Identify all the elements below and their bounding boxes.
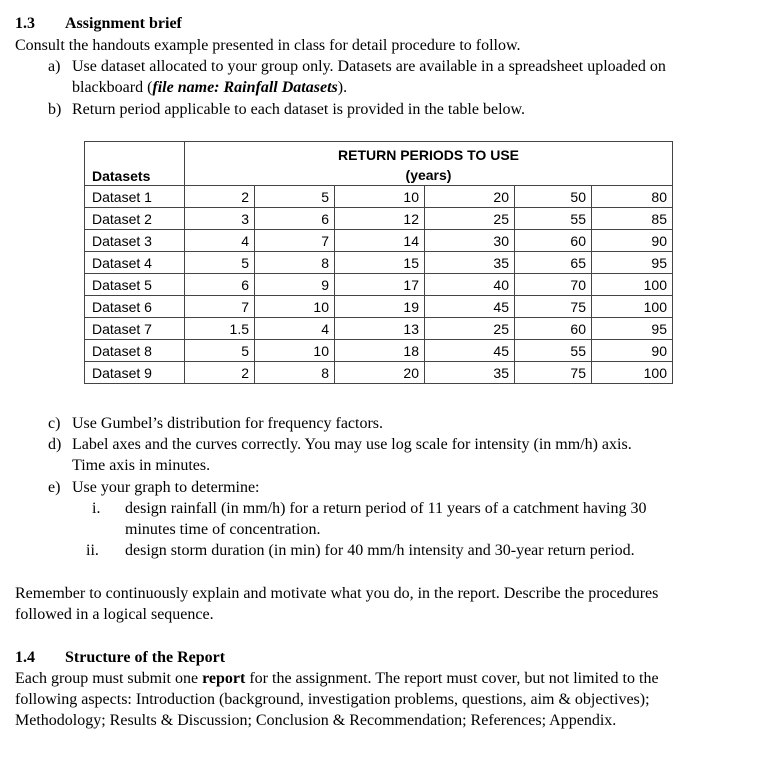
return-period-cell: 85 <box>592 208 673 230</box>
return-period-cell: 95 <box>592 252 673 274</box>
table-row <box>85 252 673 274</box>
item-a-line2 <box>72 78 347 98</box>
return-period-cell: 19 <box>335 296 425 318</box>
return-period-cell: 2 <box>185 186 255 208</box>
return-period-cell: 60 <box>515 318 592 340</box>
item-e-i-line1: design rainfall (in mm/h) for a return period of 11 years of a catchment having 30 <box>125 500 647 517</box>
return-period-cell: 15 <box>335 252 425 274</box>
dataset-name-cell: Dataset 1 <box>85 186 185 208</box>
item-a-line1: Use dataset allocated to your group only. Datasets are available in a spreadsheet uploaded on <box>72 58 666 75</box>
return-period-cell: 20 <box>425 186 515 208</box>
item-e-i-marker: i. <box>92 500 101 517</box>
return-period-cell: 55 <box>515 340 592 362</box>
return-period-cell: 7 <box>255 230 335 252</box>
section-1-3-heading <box>15 14 182 34</box>
item-e-ii-marker: ii. <box>86 542 99 559</box>
header-title: RETURN PERIODS TO USE <box>338 147 519 163</box>
return-period-cell: 8 <box>255 362 335 384</box>
file-name: file name: Rainfall Datasets <box>152 79 338 96</box>
section-1-4-line1 <box>15 669 659 689</box>
return-period-cell: 45 <box>425 340 515 362</box>
dataset-name-cell: Dataset 5 <box>85 274 185 296</box>
item-d-marker: d) <box>48 436 62 453</box>
return-period-cell: 80 <box>592 186 673 208</box>
dataset-name-cell: Dataset 9 <box>85 362 185 384</box>
table-row <box>85 274 673 296</box>
return-period-cell: 12 <box>335 208 425 230</box>
table-row <box>85 230 673 252</box>
return-period-cell: 1.5 <box>185 318 255 340</box>
return-period-cell: 65 <box>515 252 592 274</box>
return-period-cell: 55 <box>515 208 592 230</box>
reminder-line2: followed in a logical sequence. <box>15 606 214 623</box>
section-1-4-line2: following aspects: Introduction (background, investigation problems, questions, aim & objectives); <box>15 691 650 708</box>
header-datasets: Datasets <box>85 142 185 186</box>
item-a-line2-post: ). <box>337 79 348 96</box>
section-number: 1.3 <box>15 15 35 32</box>
return-period-cell: 95 <box>592 318 673 340</box>
return-period-cell: 2 <box>185 362 255 384</box>
return-period-cell: 13 <box>335 318 425 340</box>
return-period-cell: 90 <box>592 230 673 252</box>
item-a-line2-pre: blackboard ( <box>72 79 153 96</box>
item-b-marker: b) <box>48 101 62 118</box>
dataset-name-cell: Dataset 8 <box>85 340 185 362</box>
return-period-cell: 3 <box>185 208 255 230</box>
item-e-i-line2: minutes time of concentration. <box>125 521 321 538</box>
item-c-marker: c) <box>48 415 61 432</box>
item-c-text: Use Gumbel’s distribution for frequency factors. <box>72 415 384 432</box>
table-row <box>85 362 673 384</box>
return-period-cell: 10 <box>255 296 335 318</box>
return-period-cell: 4 <box>185 230 255 252</box>
return-period-cell: 8 <box>255 252 335 274</box>
return-period-cell: 70 <box>515 274 592 296</box>
section-title: Assignment brief <box>65 15 182 32</box>
return-period-cell: 35 <box>425 362 515 384</box>
return-period-cell: 20 <box>335 362 425 384</box>
return-period-cell: 18 <box>335 340 425 362</box>
line1-pre: Each group must submit one <box>15 670 203 687</box>
item-d-line1: Label axes and the curves correctly. You may use log scale for intensity (in mm/h) axis. <box>72 436 632 453</box>
report-word: report <box>202 670 246 687</box>
return-period-cell: 10 <box>255 340 335 362</box>
section-1-4-heading <box>15 648 225 668</box>
return-period-cell: 60 <box>515 230 592 252</box>
return-period-cell: 30 <box>425 230 515 252</box>
return-period-cell: 50 <box>515 186 592 208</box>
table-row <box>85 318 673 340</box>
return-period-cell: 25 <box>425 318 515 340</box>
table-row <box>85 208 673 230</box>
item-e-marker: e) <box>48 479 61 496</box>
section-1-4-line3: Methodology; Results & Discussion; Conclusion & Recommendation; References; Appendix. <box>15 712 617 729</box>
table-row <box>85 340 673 362</box>
return-period-cell: 75 <box>515 362 592 384</box>
header-units: (years) <box>405 167 452 183</box>
return-period-cell: 45 <box>425 296 515 318</box>
section-number: 1.4 <box>15 649 35 666</box>
item-e-ii-text: design storm duration (in min) for 40 mm/h intensity and 30-year return period. <box>125 542 635 559</box>
return-period-cell: 6 <box>185 274 255 296</box>
header-return-periods <box>185 142 673 186</box>
item-d-line2: Time axis in minutes. <box>72 457 211 474</box>
return-period-cell: 100 <box>592 274 673 296</box>
dataset-name-cell: Dataset 6 <box>85 296 185 318</box>
return-period-cell: 25 <box>425 208 515 230</box>
section-title: Structure of the Report <box>65 649 226 666</box>
return-period-cell: 35 <box>425 252 515 274</box>
return-period-cell: 14 <box>335 230 425 252</box>
return-period-cell: 100 <box>592 296 673 318</box>
reminder-line1: Remember to continuously explain and motivate what you do, in the report. Describe the procedures <box>15 585 659 602</box>
return-periods-table <box>84 141 673 384</box>
return-period-cell: 17 <box>335 274 425 296</box>
return-period-cell: 7 <box>185 296 255 318</box>
dataset-name-cell: Dataset 2 <box>85 208 185 230</box>
return-period-cell: 90 <box>592 340 673 362</box>
return-period-cell: 100 <box>592 362 673 384</box>
return-period-cell: 5 <box>255 186 335 208</box>
return-period-cell: 6 <box>255 208 335 230</box>
return-period-cell: 5 <box>185 340 255 362</box>
return-period-cell: 75 <box>515 296 592 318</box>
dataset-name-cell: Dataset 3 <box>85 230 185 252</box>
return-period-cell: 10 <box>335 186 425 208</box>
dataset-name-cell: Dataset 7 <box>85 318 185 340</box>
item-b-text: Return period applicable to each dataset is provided in the table below. <box>72 101 526 118</box>
dataset-name-cell: Dataset 4 <box>85 252 185 274</box>
table-row <box>85 296 673 318</box>
return-period-cell: 9 <box>255 274 335 296</box>
return-period-cell: 40 <box>425 274 515 296</box>
line1-post: for the assignment. The report must cover, but not limited to the <box>245 670 659 687</box>
item-a-marker: a) <box>48 58 61 75</box>
item-e-text: Use your graph to determine: <box>72 479 260 496</box>
intro-text: Consult the handouts example presented in class for detail procedure to follow. <box>15 37 521 54</box>
return-period-cell: 4 <box>255 318 335 340</box>
return-period-cell: 5 <box>185 252 255 274</box>
table-row <box>85 186 673 208</box>
